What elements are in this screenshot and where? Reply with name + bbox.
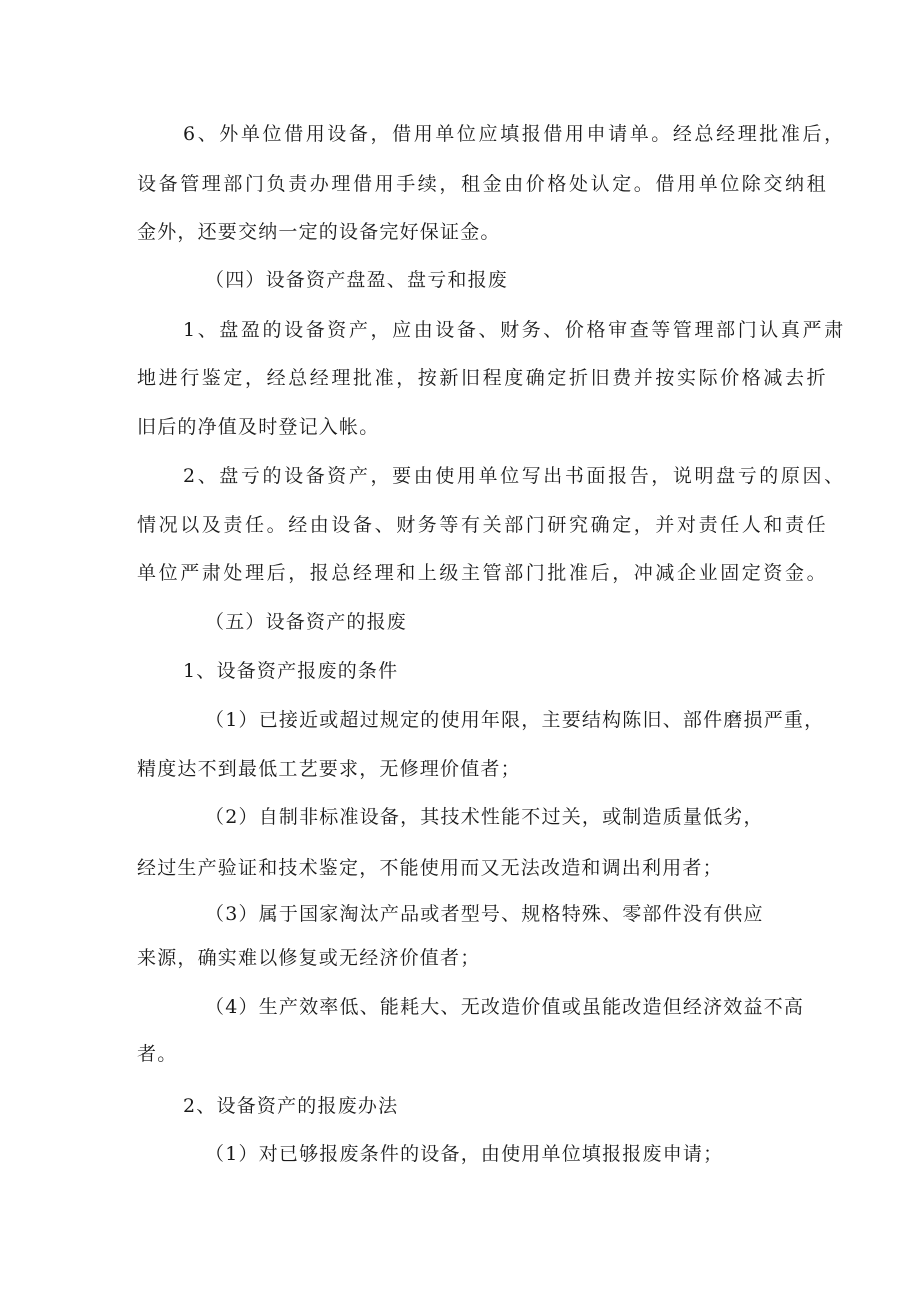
text-line: （3）属于国家淘汰产品或者型号、规格特殊、零部件没有供应 [205, 903, 764, 925]
text-line: 者。 [137, 1043, 178, 1065]
text-line: 金外，还要交纳一定的设备完好保证金。 [137, 221, 501, 243]
subsection-heading: 2、设备资产的报废办法 [183, 1095, 399, 1117]
text-line: 经过生产验证和技术鉴定，不能使用而又无法改造和调出利用者； [137, 857, 723, 879]
subsection-heading: 1、设备资产报废的条件 [183, 660, 399, 682]
text-line: 2、盘亏的设备资产，要由使用单位写出书面报告，说明盘亏的原因、 [183, 465, 846, 487]
text-line: 旧后的净值及时登记入帐。 [137, 416, 380, 438]
text-line: （1）对已够报废条件的设备，由使用单位填报报废申请； [205, 1143, 724, 1165]
text-line: 精度达不到最低工艺要求，无修理价值者； [137, 758, 521, 780]
text-line: 1、盘盈的设备资产，应由设备、财务、价格审查等管理部门认真严肃 [183, 319, 846, 341]
text-line: 设备管理部门负责办理借用手续，租金由价格处认定。借用单位除交纳租 [137, 173, 829, 195]
section-heading: （五）设备资产的报废 [205, 611, 408, 633]
text-line: （4）生产效率低、能耗大、无改造价值或虽能改造但经济效益不高 [205, 996, 805, 1018]
section-heading: （四）设备资产盘盈、盘亏和报废 [205, 269, 509, 291]
text-line: 来源，确实难以修复或无经济价值者； [137, 947, 481, 969]
text-line: 情况以及责任。经由设备、财务等有关部门研究确定，并对责任人和责任 [137, 514, 829, 536]
text-line: 单位严肃处理后，报总经理和上级主管部门批准后，冲减企业固定资金。 [137, 562, 829, 584]
text-line: 6、外单位借用设备，借用单位应填报借用申请单。经总经理批准后， [183, 123, 846, 145]
text-line: 地进行鉴定，经总经理批准，按新旧程度确定折旧费并按实际价格减去折 [137, 367, 829, 389]
text-line: （1）已接近或超过规定的使用年限，主要结构陈旧、部件磨损严重， [205, 709, 825, 731]
text-line: （2）自制非标准设备，其技术性能不过关，或制造质量低劣， [205, 806, 764, 828]
